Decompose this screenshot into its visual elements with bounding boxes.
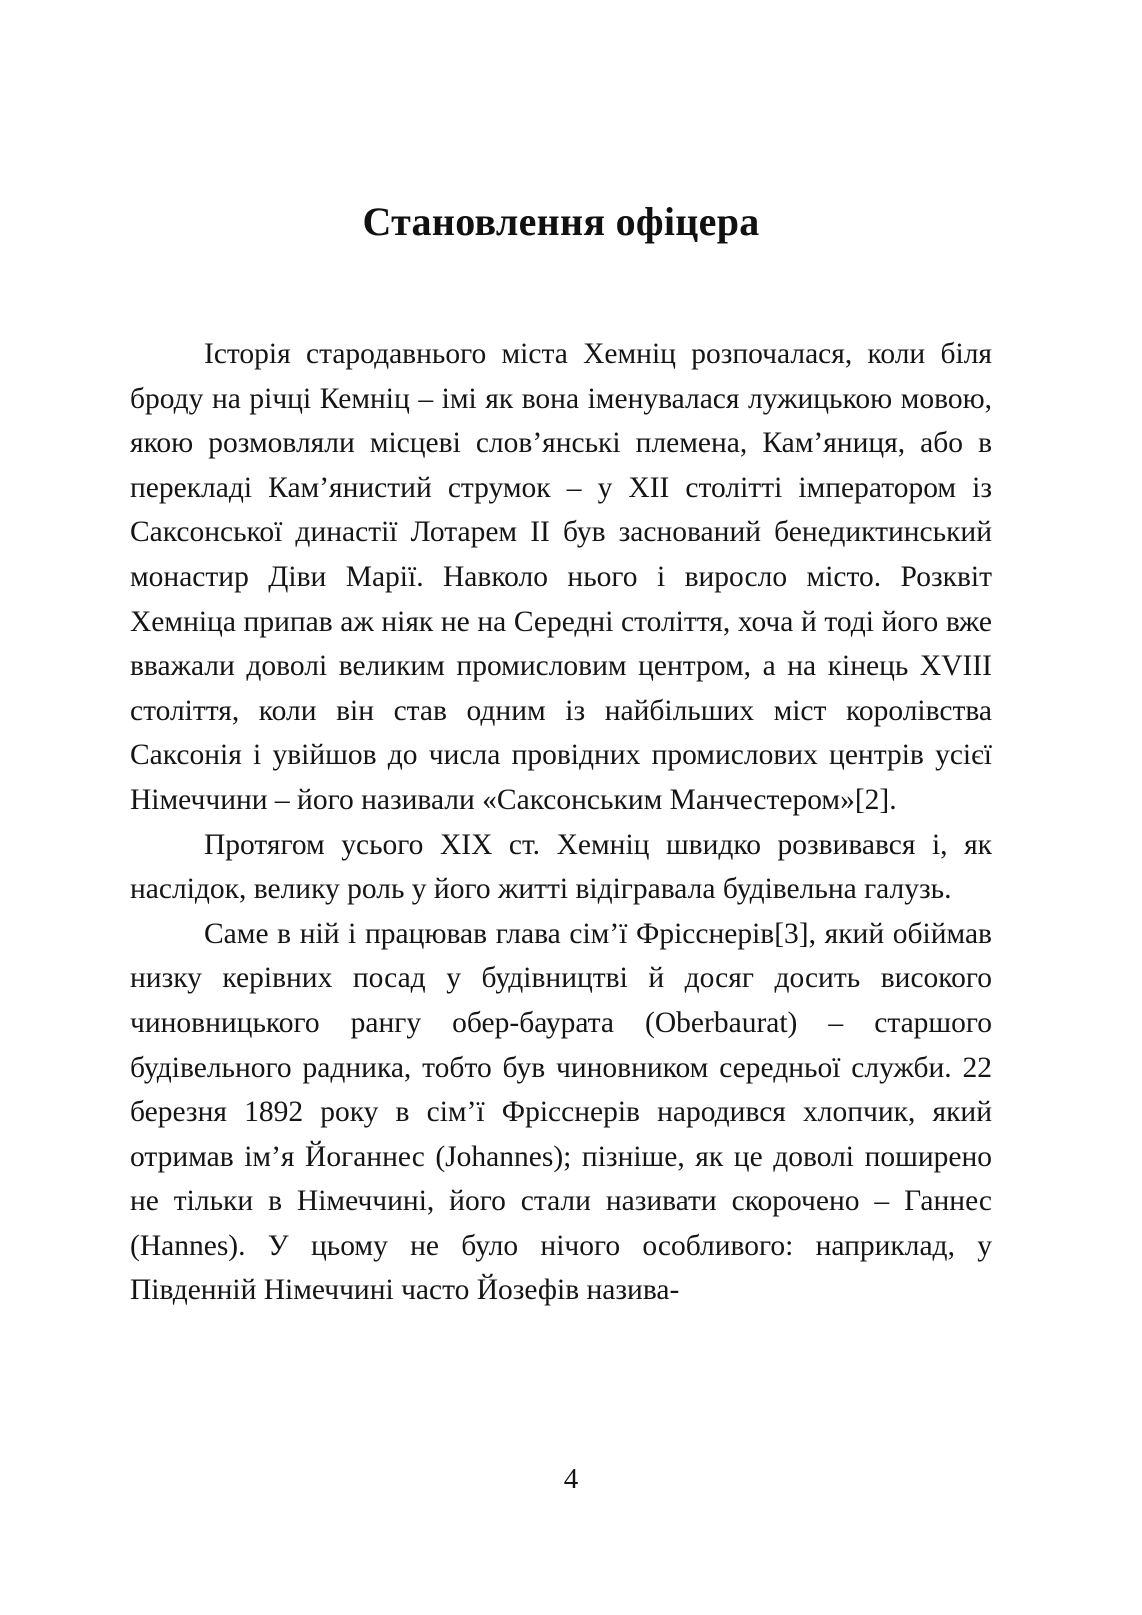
paragraph-1 [130, 332, 992, 823]
paragraph-3 [130, 912, 992, 1313]
paragraph-2 [130, 823, 992, 912]
paragraph-1-text: Історія стародавнього міста Хемніц розпочалася, коли біля броду на річці Кемніц – імі як вона іменувалася лужицькою мовою, якою розмовляли місцеві слов’янські племена, Кам’яниця, або в перекладі Кам’янистий струмок – у XII столітті імператором із Саксонської династії Лотарем II був заснований бенедиктинський монастир Діви Марії. Навколо нього і виросло місто. Розквіт Хемніца припав аж ніяк не на Середні століття, хоча й тоді його вже вважали доволі великим промисловим центром, а на кінець XVIII століття, коли він став одним із найбільших міст королівства Саксонія і увійшов до числа провідних промислових центрів усієї Німеччини – його називали «Саксонським Манчестером»[2]. [130, 338, 992, 816]
paragraph-2-text: Протягом усього XIX ст. Хемніц швидко розвивався і, як наслідок, велику роль у його житті відігравала будівельна галузь. [130, 828, 992, 906]
page-number: 4 [563, 1463, 579, 1495]
paragraph-3-text: Саме в ній і працював глава сім’ї Фрісснерів[3], який обіймав низку керівних посад у будівництві й досяг досить високого чиновницького рангу обер-баурата (Oberbaurat) – старшого будівельного радника, тобто був чиновником середньої служби. 22 березня 1892 року в сім’ї Фрісснерів народився хлопчик, який отримав ім’я Йоганнес (Johannes); пізніше, як це доволі поширено не тільки в Німеччині, його стали називати скорочено – Ганнес (Hannes). У цьому не було нічого особливого: наприклад, у Південній Німеччині часто Йозефів назива- [130, 917, 992, 1307]
page-title: Становлення офіцера [362, 199, 760, 244]
page-content [130, 0, 992, 1313]
